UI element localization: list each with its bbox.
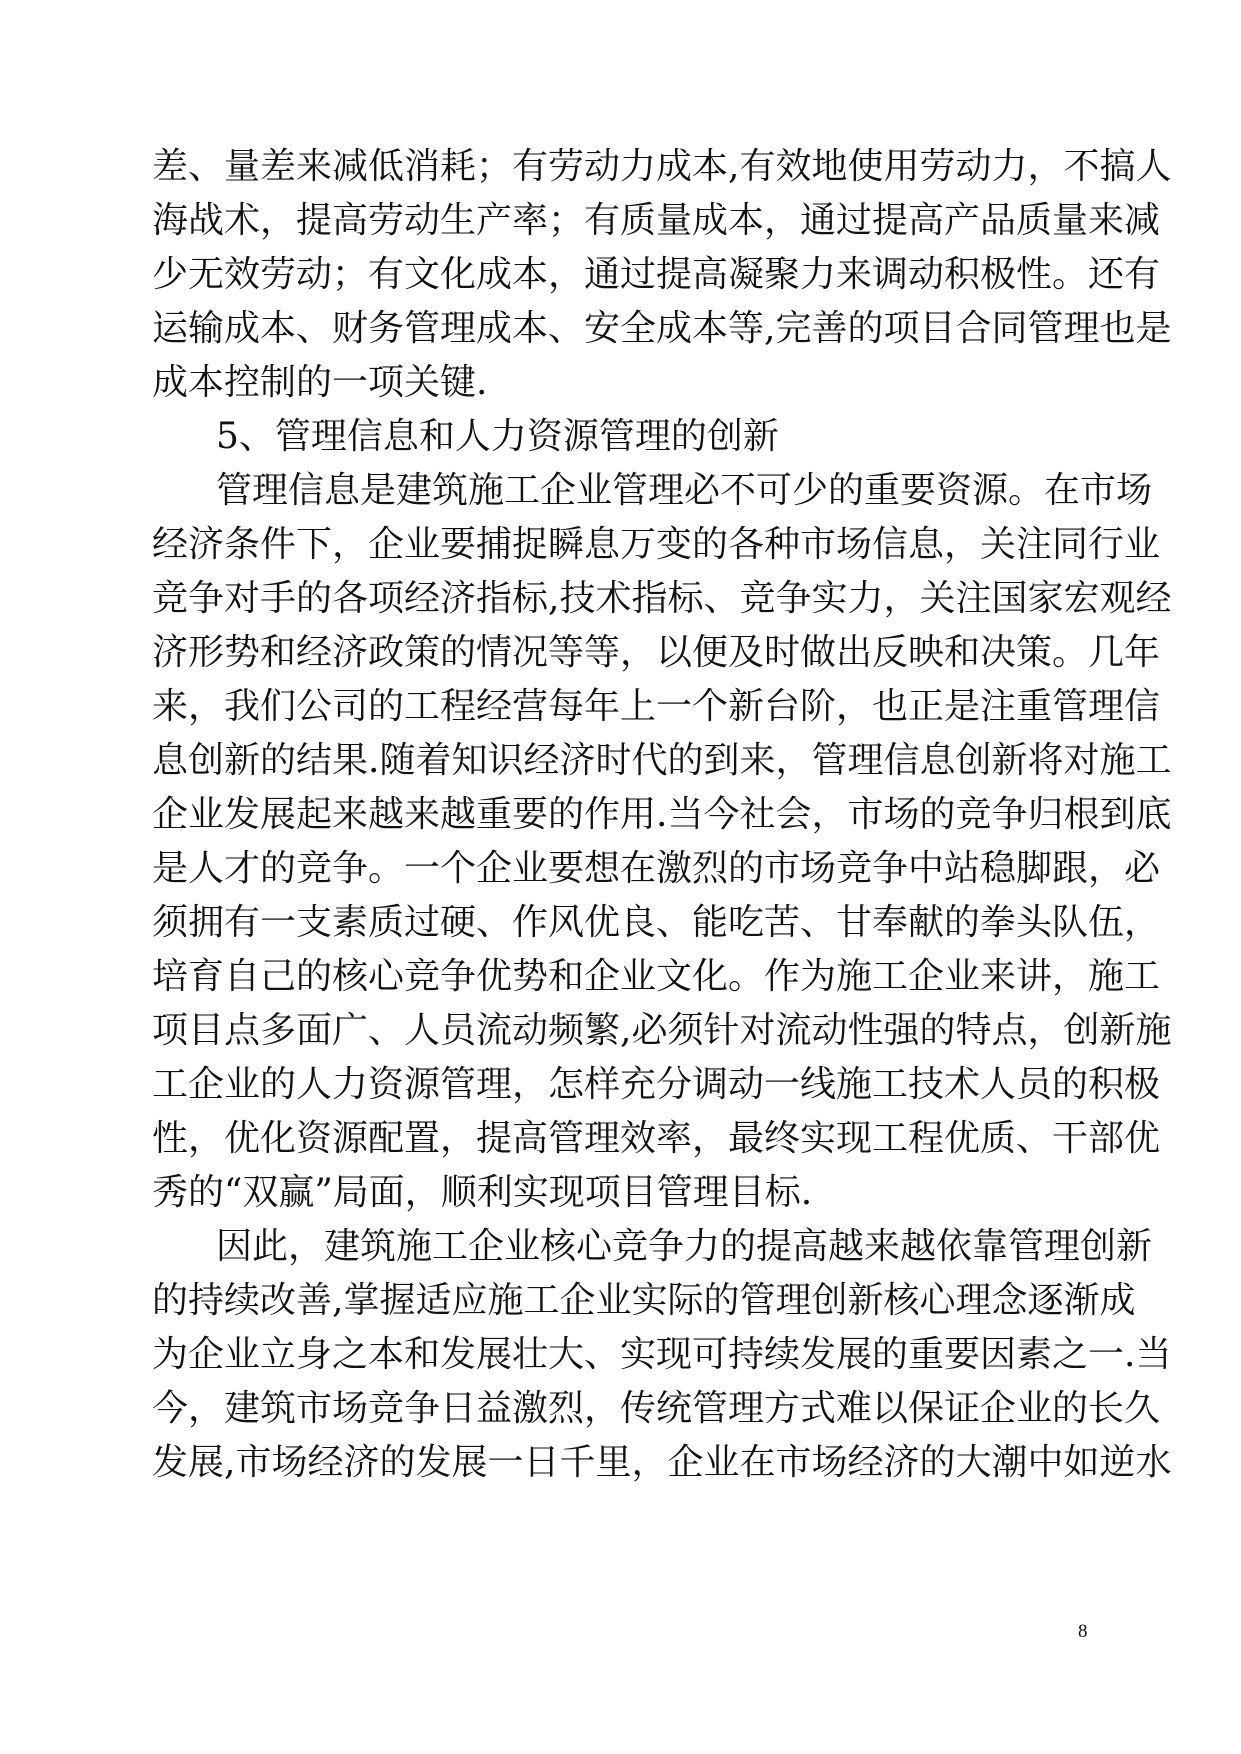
text-line: 是人才的竞争。一个企业要想在激烈的市场竞争中站稳脚跟，必 [152, 848, 1161, 889]
text-line: 培育自己的核心竞争优势和企业文化。作为施工企业来讲，施工 [152, 956, 1161, 997]
text-line: 工企业的人力资源管理，怎样充分调动一线施工技术人员的积极 [152, 1064, 1161, 1105]
page-number: 8 [1078, 1621, 1088, 1642]
text-line: 差、量差来减低消耗；有劳动力成本,有效地使用劳动力，不搞人 [152, 146, 1172, 187]
text-line: 为企业立身之本和发展壮大、实现可持续发展的重要因素之一.当 [152, 1334, 1172, 1375]
text-line: 息创新的结果.随着知识经济时代的到来，管理信息创新将对施工 [152, 740, 1172, 781]
text-line: 因此，建筑施工企业核心竞争力的提高越来越依靠管理创新 [216, 1226, 1153, 1267]
text-line: 济形势和经济政策的情况等等，以便及时做出反映和决策。几年 [152, 632, 1161, 673]
text-line: 竞争对手的各项经济指标,技术指标、竞争实力，关注国家宏观经 [152, 578, 1172, 619]
text-line: 性，优化资源配置，提高管理效率，最终实现工程优质、干部优 [152, 1118, 1161, 1159]
text-line: 今，建筑市场竞争日益激烈，传统管理方式难以保证企业的长久 [152, 1388, 1161, 1429]
text-line: 秀的“双赢”局面，顺利实现项目管理目标. [152, 1172, 813, 1213]
text-line: 经济条件下，企业要捕捉瞬息万变的各种市场信息，关注同行业 [152, 524, 1161, 565]
text-line: 须拥有一支素质过硬、作风优良、能吃苦、甘奉献的拳头队伍， [152, 902, 1161, 943]
text-line: 管理信息是建筑施工企业管理必不可少的重要资源。在市场 [216, 470, 1153, 511]
text-line: 来，我们公司的工程经营每年上一个新台阶，也正是注重管理信 [152, 686, 1161, 727]
text-line: 海战术，提高劳动生产率；有质量成本，通过提高产品质量来减 [152, 200, 1161, 241]
text-line: 成本控制的一项关键. [152, 362, 488, 403]
text-line: 运输成本、财务管理成本、安全成本等,完善的项目合同管理也是 [152, 308, 1172, 349]
text-line: 发展,市场经济的发展一日千里，企业在市场经济的大潮中如逆水 [152, 1442, 1172, 1483]
section-heading: 5、管理信息和人力资源管理的创新 [216, 416, 779, 457]
text-line: 少无效劳动；有文化成本，通过提高凝聚力来调动积极性。还有 [152, 254, 1161, 295]
text-line: 的持续改善,掌握适应施工企业实际的管理创新核心理念逐渐成 [152, 1280, 1136, 1321]
text-line: 企业发展起来越来越重要的作用.当今社会，市场的竞争归根到底 [152, 794, 1172, 835]
text-line: 项目点多面广、人员流动频繁,必须针对流动性强的特点，创新施 [152, 1010, 1172, 1051]
